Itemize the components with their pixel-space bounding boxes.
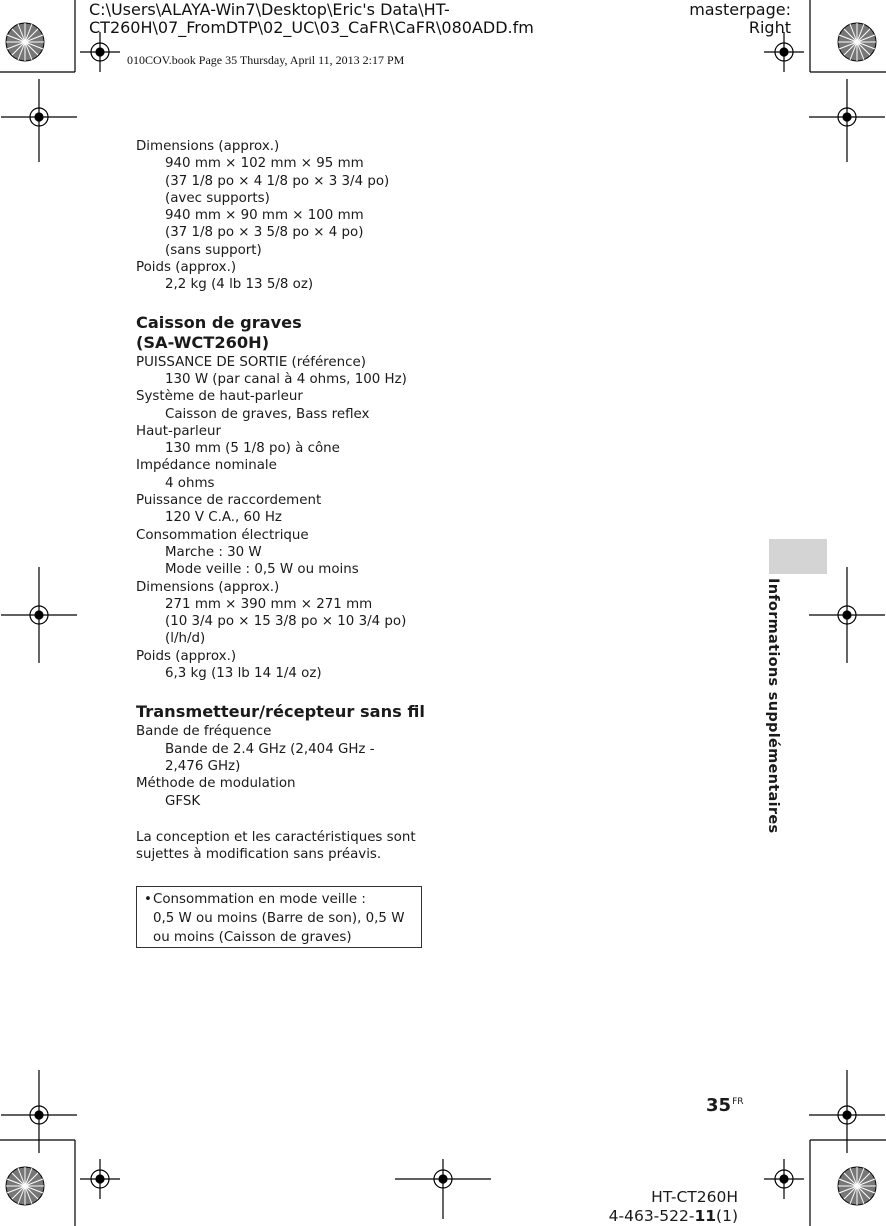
footer-code-prefix: 4-463-522- <box>608 1207 695 1225</box>
spec-value: (10 3/4 po × 15 3/8 po × 10 3/4 po) <box>165 614 407 630</box>
page-number-suffix: FR <box>732 1097 744 1107</box>
section-title-subwoofer-model: (SA-WCT260H) <box>136 332 270 352</box>
spec-value: 130 W (par canal à 4 ohms, 100 Hz) <box>165 371 407 387</box>
spec-label: Puissance de raccordement <box>136 493 322 509</box>
note-line2: 0,5 W ou moins (Barre de son), 0,5 W <box>153 911 405 926</box>
footer-model: HT-CT260H <box>651 1188 738 1206</box>
spec-value: 4 ohms <box>165 475 215 491</box>
spec-value: (sans support) <box>165 242 262 258</box>
spec-label: Dimensions (approx.) <box>136 579 280 595</box>
spec-label: Impédance nominale <box>136 458 277 474</box>
page-number-value: 35 <box>706 1095 732 1116</box>
side-tab-label: Informations supplémentaires <box>765 578 781 834</box>
spec-value: (37 1/8 po × 3 5/8 po × 4 po) <box>165 225 364 241</box>
spec-value: 940 mm × 90 mm × 100 mm <box>165 208 364 224</box>
spec-value: 2,2 kg (4 lb 13 5/8 oz) <box>165 277 314 293</box>
page-number <box>706 1095 744 1116</box>
registration-mark-icon <box>1 32 885 1219</box>
spec-value: 6,3 kg (13 lb 14 1/4 oz) <box>165 666 322 682</box>
spec-label: Méthode de modulation <box>136 776 296 792</box>
spec-value: 130 mm (5 1/8 po) à cône <box>165 441 340 457</box>
spec-label: Haut-parleur <box>136 423 222 439</box>
footer-code <box>609 1207 738 1226</box>
spec-value: 940 mm × 102 mm × 95 mm <box>165 156 364 172</box>
spec-label: Consommation électrique <box>136 527 309 543</box>
book-info: 010COV.book Page 35 Thursday, April 11, 2013 2:17 PM <box>127 53 405 67</box>
footer-code-suffix: (1) <box>716 1207 738 1225</box>
spec-value: (l/h/d) <box>165 631 206 647</box>
bullet-icon: • <box>144 892 152 907</box>
note-line1: Consommation en mode veille : <box>153 892 366 907</box>
spec-value: (avec supports) <box>165 190 270 206</box>
footer-code-bold: 11 <box>694 1207 717 1225</box>
spec-value: GFSK <box>165 793 201 809</box>
spec-label: PUISSANCE DE SORTIE (référence) <box>136 354 366 370</box>
side-tab <box>769 539 827 574</box>
disclaimer-line1: La conception et les caractéristiques sont <box>136 829 416 845</box>
spec-value: 271 mm × 390 mm × 271 mm <box>165 596 373 612</box>
specifications <box>136 138 431 863</box>
masterpage-value: Right <box>748 18 791 37</box>
header-path-line1: C:\Users\ALAYA-Win7\Desktop\Eric's Data\HT- <box>89 0 450 19</box>
spec-value: (37 1/8 po × 4 1/8 po × 3 3/4 po) <box>165 173 390 189</box>
spec-label: Dimensions (approx.) <box>136 139 280 154</box>
section-title-subwoofer: Caisson de graves <box>136 312 302 332</box>
spec-label: Poids (approx.) <box>136 648 237 664</box>
spec-value: 120 V C.A., 60 Hz <box>165 510 282 526</box>
section-title-transmitter: Transmetteur/récepteur sans fil <box>136 702 425 722</box>
note-box <box>136 886 422 948</box>
spec-value: 2,476 GHz) <box>165 758 241 774</box>
spec-value: Marche : 30 W <box>165 544 262 560</box>
header-path-line2: CT260H\07_FromDTP\02_UC\03_CaFR\CaFR\080ADD.fm <box>89 18 534 37</box>
spec-value: Mode veille : 0,5 W ou moins <box>165 562 359 578</box>
masterpage-label: masterpage: <box>689 0 791 19</box>
footer <box>609 1188 738 1226</box>
spec-label: Bande de fréquence <box>136 724 272 740</box>
spec-value: Bande de 2.4 GHz (2,404 GHz - <box>165 741 375 757</box>
note-line3: ou moins (Caisson de graves) <box>153 930 352 945</box>
spec-value: Caisson de graves, Bass reflex <box>165 406 370 422</box>
spec-label: Système de haut-parleur <box>136 389 303 405</box>
spec-label: Poids (approx.) <box>136 260 237 276</box>
disclaimer-line2: sujettes à modification sans préavis. <box>136 847 382 863</box>
